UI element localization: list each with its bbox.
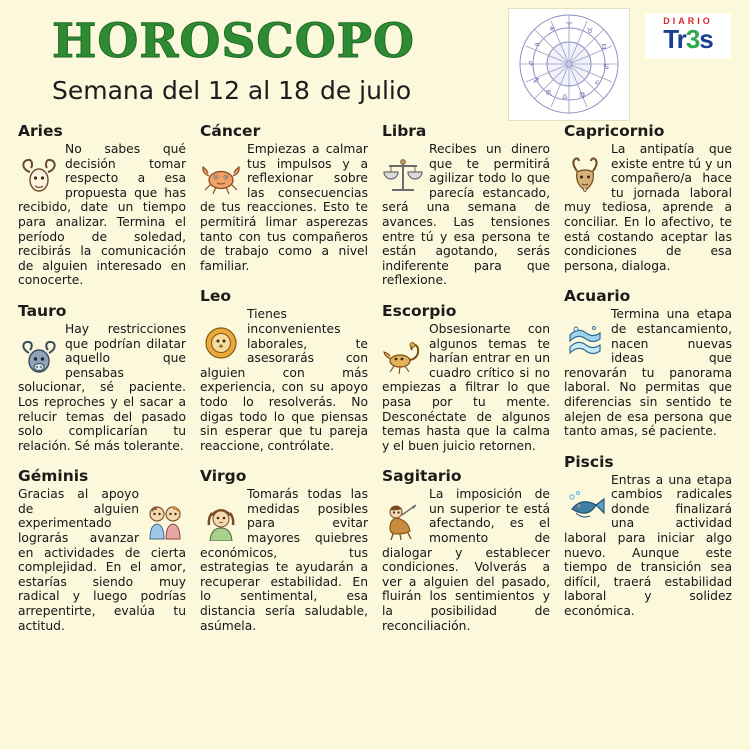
column-1 [18, 122, 186, 647]
sign-name: Piscis [564, 452, 614, 471]
sign-text: Entras a una etapa cambios radicales donde finalizará una actividad laboral para iniciar algo nuevo. Aunque este tiempo de transición sea difícil, traerá estabilidad laboral y solidez económica. [564, 472, 732, 619]
sign-name: Tauro [18, 301, 67, 320]
sign-body [564, 473, 732, 619]
capricorn-goat-icon [564, 156, 606, 196]
sign-body [564, 307, 732, 438]
cancer-crab-icon [200, 156, 242, 196]
sign-text: Gracias al apoyo de alguien experimentado lograrás avanzar en actividades de cierta complejidad. En el amor, estarías siendo muy radical y luego podrías arrepentirte, evalúa tu actitud. [18, 487, 186, 633]
logo-diario-text: DIARIO [663, 16, 713, 26]
sign-cancer [200, 122, 368, 273]
svg-text:♎: ♎ [561, 93, 569, 101]
page-header [0, 0, 750, 118]
svg-text:♊: ♊ [600, 43, 608, 51]
sign-name: Acuario [564, 287, 631, 306]
diario-tres-logo [645, 14, 731, 58]
sign-body [382, 487, 550, 633]
sign-capricornio [564, 122, 732, 273]
svg-text:♐: ♐ [532, 77, 540, 85]
sign-virgo [200, 467, 368, 633]
sign-body [200, 142, 368, 273]
logo-brand-post: s [699, 24, 713, 54]
sign-name: Cáncer [200, 122, 261, 140]
sign-text: No sabes qué decisión tomar respecto a esa propuesta que has recibido, date un tiempo para analizar. Termina el período de soledad, recibirás la comunicación de alguien interesado en conocerte. [18, 142, 186, 288]
sign-name: Capricornio [564, 122, 665, 140]
horoscope-grid [18, 122, 734, 647]
logo-brand-pre: Tr [663, 24, 686, 54]
sign-text: Tomarás todas las medidas posibles para evitar mayores quiebres económicos, tus estrategias te ayudarán a recuperar estabilidad. En lo sentimental, esa distancia sería saludable, asúmela. [200, 487, 368, 633]
sign-libra [382, 122, 550, 288]
leo-lion-icon [200, 321, 242, 361]
column-4 [564, 122, 732, 647]
sign-name: Sagitario [382, 467, 462, 486]
virgo-maiden-icon [200, 501, 242, 541]
subtitle-week: Semana del 12 al 18 [52, 76, 310, 105]
sign-text: La imposición de un superior te está afectando, es el momento de dialogar y establecer condiciones. Volverás a ver a alguien del pasado, fluirán los sentimientos y la posibilidad de reconciliación. [382, 487, 550, 633]
sign-body [18, 142, 186, 288]
svg-text:♍: ♍ [578, 91, 586, 99]
svg-text:♏: ♏ [545, 89, 553, 97]
sign-name: Virgo [200, 467, 247, 486]
sign-body [382, 142, 550, 288]
page-title: HOROSCOPO [52, 14, 415, 69]
sign-text: Tienes inconvenientes laborales, te asesorarás con alguien con más experiencia, con su apoyo todo lo resolverás. No digas todo lo que piensas sin esperar que tu pareja reaccione, contrólate. [200, 307, 368, 453]
sign-name: Libra [382, 122, 427, 140]
sign-text: Empiezas a calmar tus impulsos y a reflexionar sobre las consecuencias de tus reacciones. Esto te permitirá limar asperezas tanto con tus compañeros de trabajo como a nivel familiar. [200, 142, 368, 273]
sign-piscis [564, 453, 732, 619]
sign-text: La antipatía que existe entre tú y un compañero/a hace tu jornada laboral muy tediosa, aprende a conciliar. En lo afectivo, te está costando aceptar las condiciones de esa persona, dialoga. [564, 142, 732, 273]
svg-text:♋: ♋ [602, 63, 610, 71]
sign-leo [200, 287, 368, 453]
taurus-bull-icon [18, 336, 60, 376]
sign-acuario [564, 287, 732, 438]
sign-name: Escorpio [382, 301, 457, 320]
sign-name: Aries [18, 122, 63, 140]
sign-body [564, 142, 732, 273]
subtitle-month: de julio [319, 76, 412, 105]
sign-text: Recibes un dinero que te permitirá agilizar todo lo que parecía estancado, será una semana de avances. Las tensiones entre tú y esa persona te están agotando, serás indiferente para que reflexione. [382, 142, 550, 288]
column-2 [200, 122, 368, 647]
svg-text:♓: ♓ [548, 25, 556, 33]
sign-body [18, 322, 186, 453]
sign-body [200, 307, 368, 453]
aquarius-water-icon [564, 321, 606, 361]
sign-aries [18, 122, 186, 288]
zodiac-wheel-icon [508, 8, 630, 121]
pisces-fish-icon [564, 487, 606, 527]
sign-body [382, 322, 550, 453]
sign-text: Obsesionarte con algunos temas te harían entrar en un cuadro crítico si no empiezas a filtrar lo que pasa por tu mente. Desconéctate de algunos temas hasta que la calma y el buen juicio retornen. [382, 321, 550, 453]
sagittarius-archer-icon [382, 501, 424, 541]
logo-brand-text [645, 26, 731, 52]
sign-name: Géminis [18, 467, 89, 486]
page-subtitle [52, 76, 411, 105]
sign-name: Leo [200, 287, 232, 306]
logo-brand-num: 3 [685, 24, 700, 54]
sign-body [18, 487, 186, 633]
svg-text:♈: ♈ [565, 21, 573, 29]
libra-scales-icon [382, 156, 424, 196]
svg-text:♒: ♒ [533, 41, 541, 49]
sign-tauro [18, 302, 186, 453]
sign-escorpio [382, 302, 550, 453]
sign-body [200, 487, 368, 633]
column-3 [382, 122, 550, 647]
sign-sagitario [382, 467, 550, 633]
gemini-twins-icon [144, 501, 186, 541]
svg-text:♉: ♉ [586, 27, 594, 35]
svg-text:♌: ♌ [593, 79, 601, 87]
svg-text:♑: ♑ [527, 60, 535, 68]
scorpio-scorpion-icon [382, 336, 424, 376]
sign-text: Termina una etapa de estancamiento, nacen nuevas ideas que renovarán tu panorama laboral. No permitas que diferencias sin sentido te alejen de esa persona que tanto amas, sé paciente. [564, 307, 732, 439]
aries-ram-icon [18, 156, 60, 196]
sign-geminis [18, 467, 186, 633]
sign-text: Hay restricciones que podrían dilatar aquello que pensabas solucionar, sé paciente. Los reproches y el sacar a relucir temas del pasado solo complicarían tu relación. Sé más tolerante. [18, 321, 186, 453]
